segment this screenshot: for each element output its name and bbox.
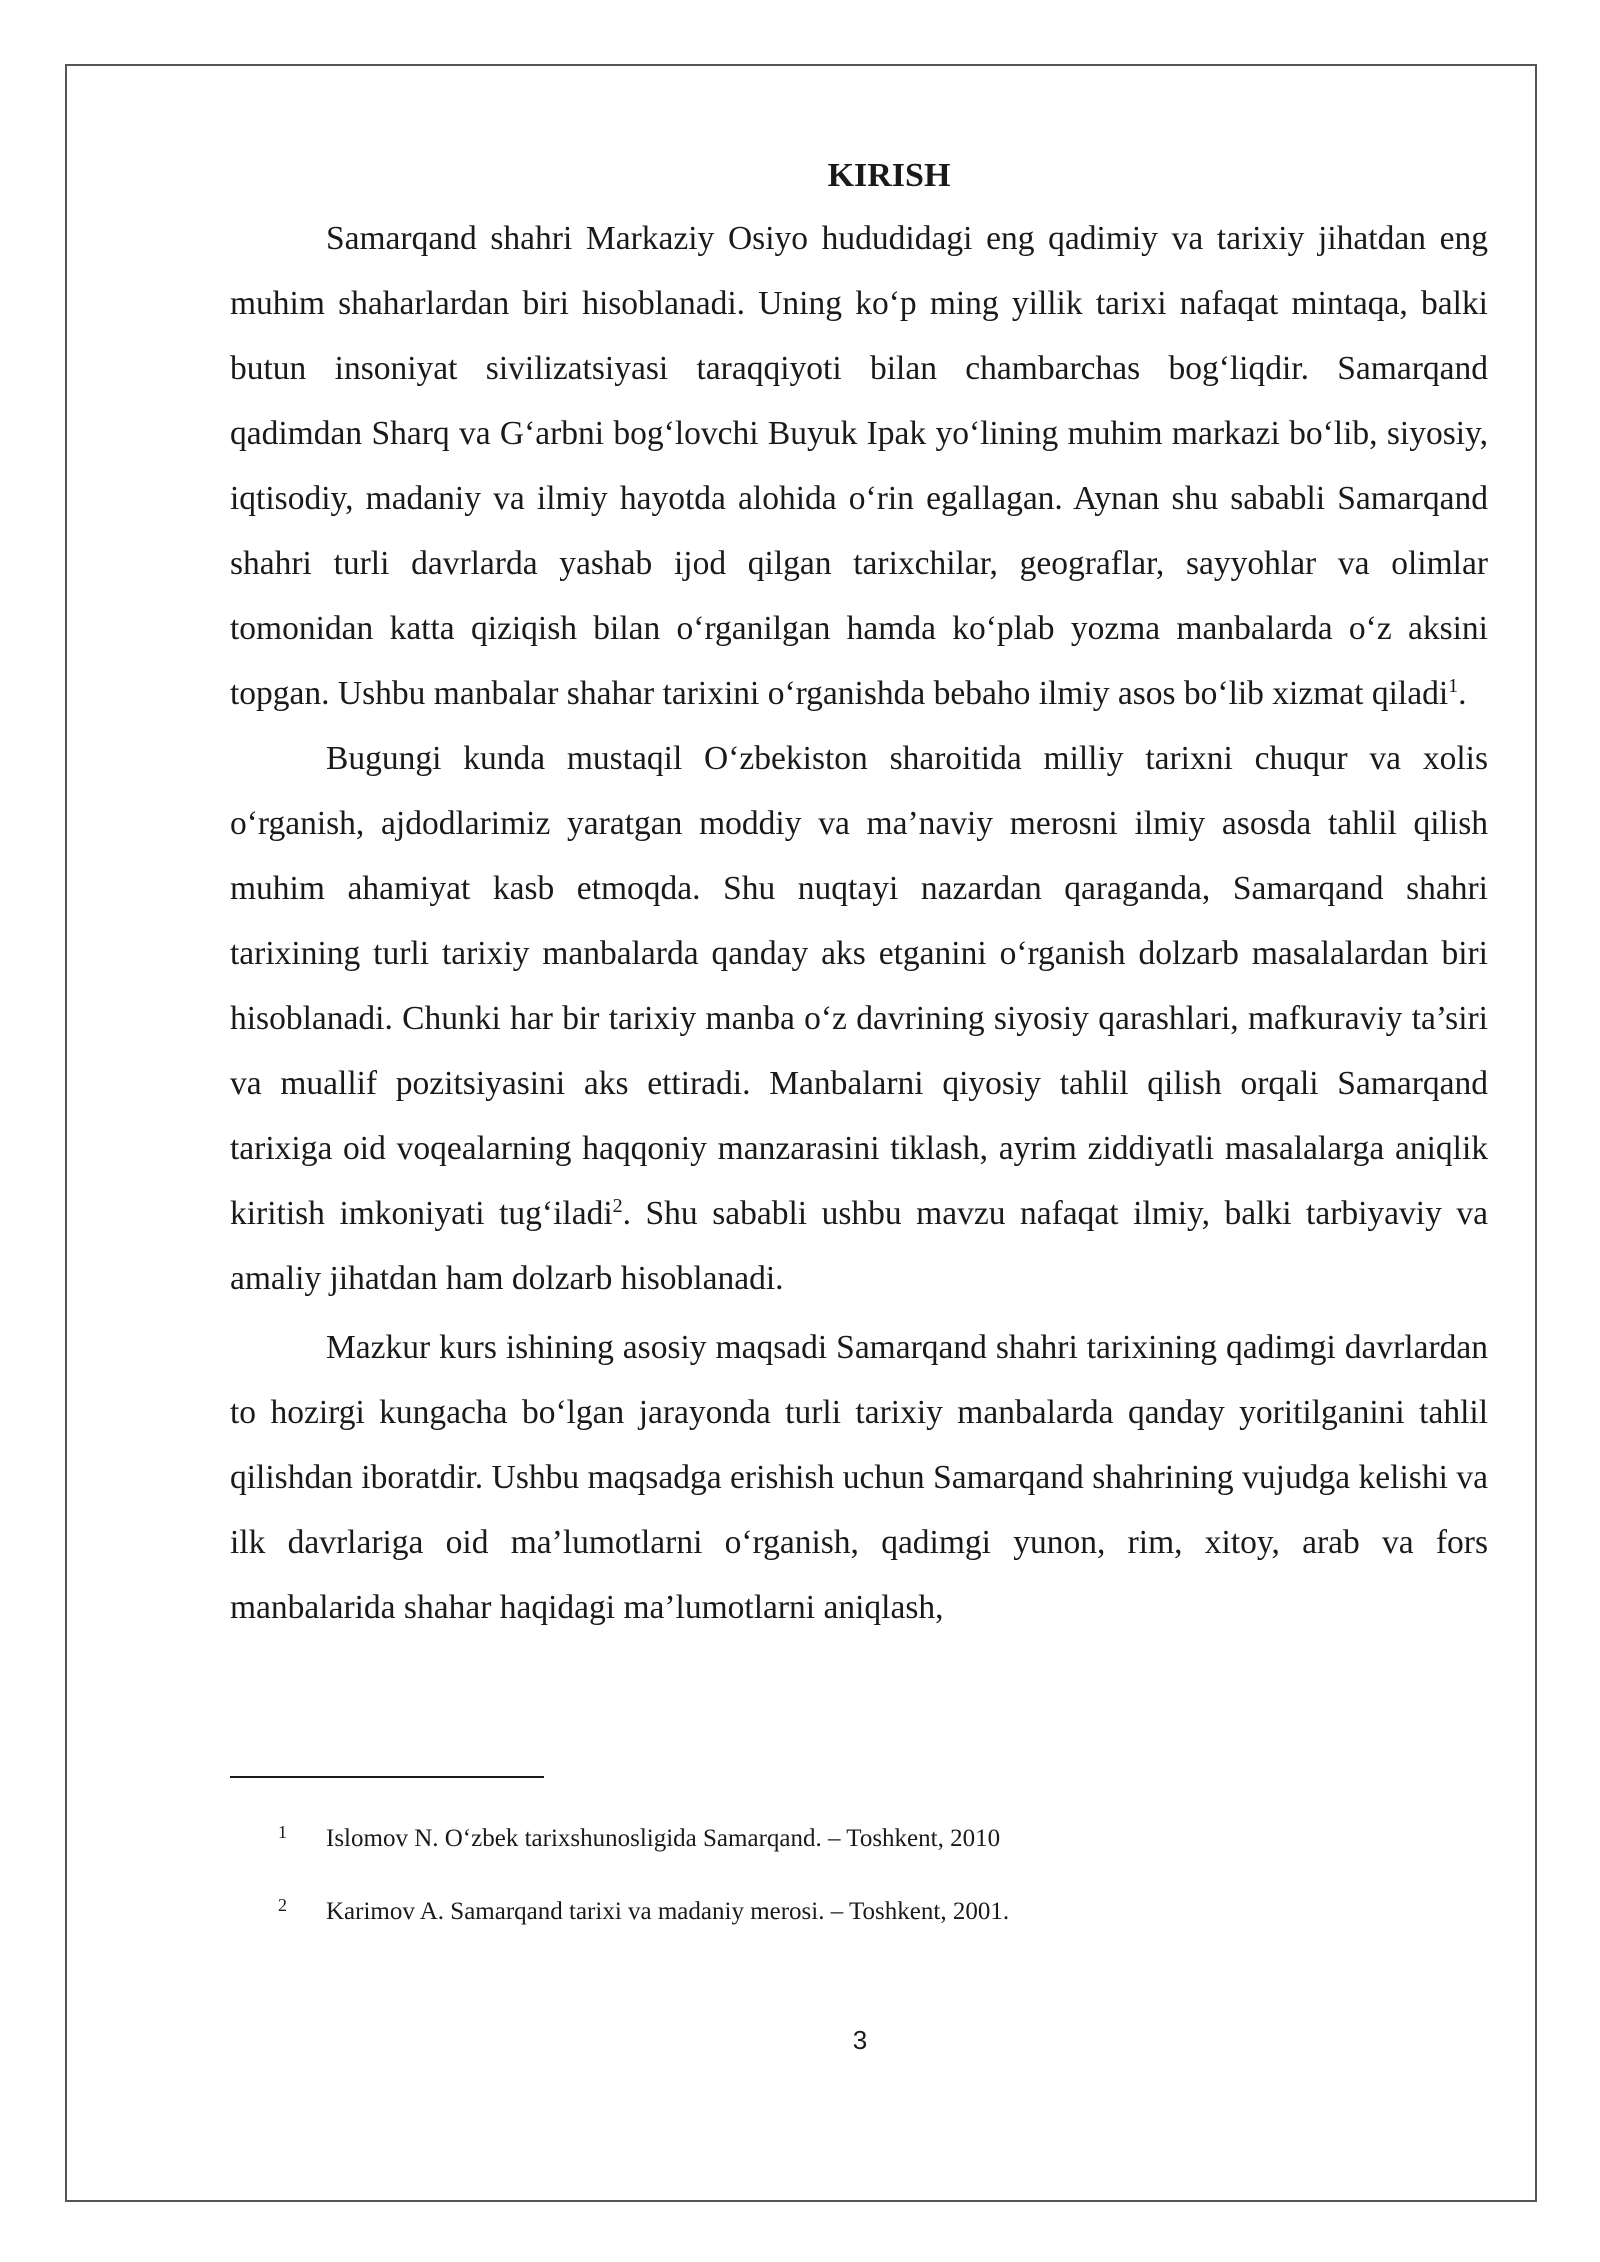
paragraph-2-tail: . Shu sababli ushbu mavzu nafaqat ilmiy, balki tarbiyaviy va amaliy jihatdan ham dolzarb hisoblanadi. [230, 1195, 1488, 1297]
page-title: KIRISH [827, 157, 951, 194]
footnote-2-mark: 2 [278, 1895, 287, 1915]
footnote-separator [230, 1776, 544, 1778]
paragraph-1 [230, 206, 1488, 726]
footnote-ref-2[interactable]: 2 [612, 1194, 623, 1217]
page-number: 3 [852, 2025, 868, 2055]
paragraph-1-text: Samarqand shahri Markaziy Osiyo hududidagi eng qadimiy va tarixiy jihatdan eng muhim shaharlardan biri hisoblanadi. Uning ko‘p ming yillik tarixi nafaqat mintaqa, balki butun insoniyat sivilizatsiyasi taraqqiyoti bilan chambarchas bog‘liqdir. Samarqand qadimdan Sharq va G‘arbni bog‘lovchi Buyuk Ipak yo‘lining muhim markazi bo‘lib, siyosiy, iqtisodiy, madaniy va ilmiy hayotda alohida o‘rin egallagan. Aynan shu sababli Samarqand shahri turli davrlarda yashab ijod qilgan tarixchilar, geograflar, sayyohlar va olimlar tomonidan katta qiziqish bilan o‘rganilgan hamda ko‘plab yozma manbalarda o‘z aksini topgan. Ushbu manbalar shahar tarixini o‘rganishda bebaho ilmiy asos bo‘lib xizmat qiladi [230, 220, 1488, 712]
paragraph-3-text: Mazkur kurs ishining asosiy maqsadi Samarqand shahri tarixining qadimgi davrlardan to hozirgi kungacha bo‘lgan jarayonda turli tarixiy manbalarda qanday yoritilganini tahlil qilishdan iboratdir. Ushbu maqsadga erishish uchun Samarqand shahrining vujudga kelishi va ilk davrlariga oid ma’lumotlarni o‘rganish, qadimgi yunon, rim, xitoy, arab va fors manbalarida shahar haqidagi ma’lumotlarni aniqlash, [230, 1329, 1488, 1626]
paragraph-2-text: Bugungi kunda mustaqil O‘zbekiston sharoitida milliy tarixni chuqur va xolis o‘rganish, ajdodlarimiz yaratgan moddiy va ma’naviy merosni ilmiy asosda tahlil qilish muhim ahamiyat kasb etmoqda. Shu nuqtayi nazardan qaraganda, Samarqand shahri tarixining turli tarixiy manbalarda qanday aks etganini o‘rganish dolzarb masalalardan biri hisoblanadi. Chunki har bir tarixiy manba o‘z davrining siyosiy qarashlari, mafkuraviy ta’siri va muallif pozitsiyasini aks ettiradi. Manbalarni qiyosiy tahlil qilish orqali Samarqand tarixiga oid voqealarning haqqoniy manzarasini tiklash, ayrim ziddiyatli masalalarga aniqlik kiritish imkoniyati tug‘iladi [230, 740, 1488, 1232]
footnote-1 [230, 1822, 1000, 1853]
paragraph-1-tail: . [1458, 675, 1467, 712]
document-body [230, 150, 1488, 1640]
footnote-2 [230, 1895, 1009, 1926]
footnote-1-text: Islomov N. O‘zbek tarixshunosligida Samarqand. – Toshkent, 2010 [326, 1825, 1001, 1852]
footnote-2-text: Karimov A. Samarqand tarixi va madaniy merosi. – Toshkent, 2001. [326, 1898, 1010, 1925]
footnote-ref-1[interactable]: 1 [1448, 674, 1459, 697]
paragraph-3 [230, 1315, 1488, 1640]
paragraph-2 [230, 726, 1488, 1311]
footnote-1-mark: 1 [278, 1822, 287, 1842]
